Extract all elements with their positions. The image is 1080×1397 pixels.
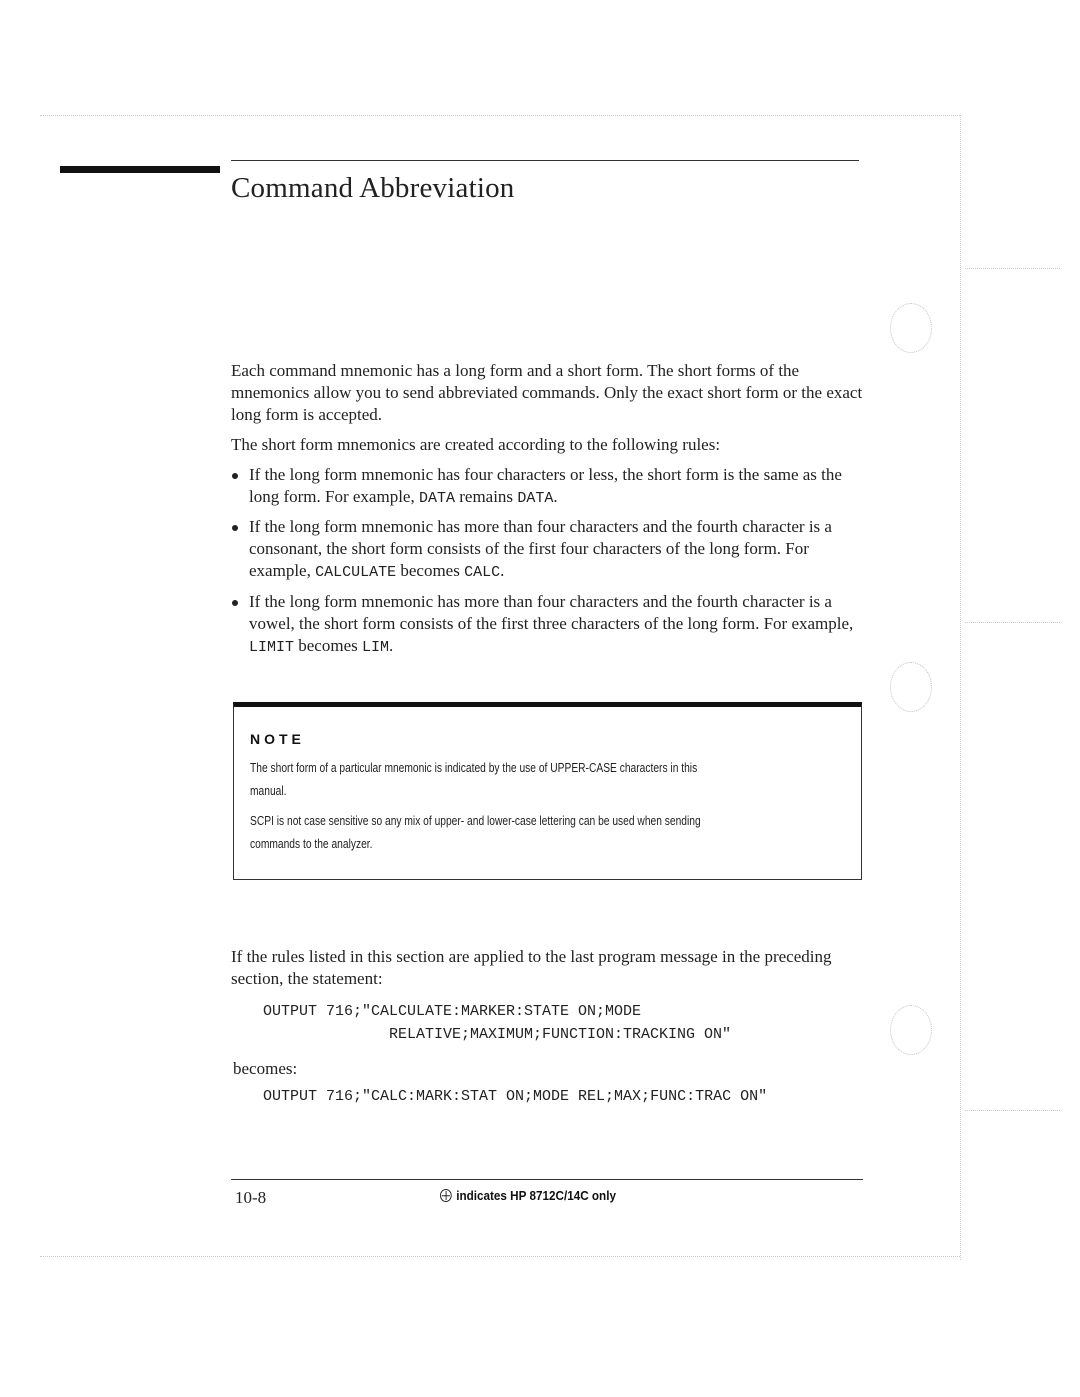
rule-text: becomes xyxy=(396,561,465,580)
scan-edge-bottom xyxy=(40,1256,960,1257)
page-title: Command Abbreviation xyxy=(231,172,515,204)
rule-text: . xyxy=(389,636,394,655)
rule-text: If the long form mnemonic has more than four characters and the fourth character is a consonant, the short form consists of the first four characters of the long form. For example, xyxy=(249,517,832,580)
bullet-dot xyxy=(232,525,238,531)
example-intro: If the rules listed in this section are applied to the last program message in the preceding section, the statement: xyxy=(231,947,832,988)
binder-hole-3 xyxy=(890,1005,932,1055)
rule-text: . xyxy=(553,487,558,506)
hp-symbol-icon xyxy=(440,1189,452,1202)
note-line: The short form of a particular mnemonic is indicated by the use of UPPER-CASE characters in this xyxy=(250,761,698,775)
note-line: SCPI is not case sensitive so any mix of upper- and lower-case lettering can be used when sending xyxy=(250,814,701,828)
rule-code: LIM xyxy=(362,639,390,656)
rule-code: DATA xyxy=(517,490,554,507)
rule-code: LIMIT xyxy=(249,639,295,656)
binder-hole-1 xyxy=(890,303,932,353)
scan-edge-right xyxy=(960,115,961,1260)
rule-text: If the long form mnemonic has more than four characters and the fourth character is a vowel, the short form consists of the first three characters of the long form. For example, xyxy=(249,592,854,633)
binder-hole-2 xyxy=(890,662,932,712)
intro-paragraph: Each command mnemonic has a long form and a short form. The short forms of the mnemonics allow you to send abbreviated commands. Only the exact short form or the exact long form is accepted. xyxy=(231,361,863,424)
rule-text: becomes xyxy=(294,636,362,655)
note-line: commands to the analyzer. xyxy=(250,837,373,851)
bullet-dot xyxy=(232,600,238,606)
title-rule xyxy=(231,160,859,161)
rule-text: If the long form mnemonic has four characters or less, the short form is the same as the long form. For example, xyxy=(249,465,842,506)
note-box xyxy=(233,702,862,880)
becomes-label: becomes: xyxy=(233,1059,298,1078)
title-bar xyxy=(60,166,220,173)
rules-intro: The short form mnemonics are created according to the following rules: xyxy=(231,435,721,454)
scan-mark-2 xyxy=(965,622,1060,623)
footer-note-text: indicates HP 8712C/14C only xyxy=(456,1188,616,1203)
rule-code: DATA xyxy=(418,490,455,507)
code-long-line2: RELATIVE;MAXIMUM;FUNCTION:TRACKING ON" xyxy=(389,1026,732,1043)
footer-note xyxy=(440,1188,616,1203)
scan-mark-1 xyxy=(965,268,1060,269)
rule-item xyxy=(249,464,863,510)
rule-text: remains xyxy=(454,487,518,506)
footer-rule xyxy=(231,1179,863,1180)
note-line: manual. xyxy=(250,784,287,798)
note-heading: NOTE xyxy=(250,731,305,747)
bullet-dot xyxy=(232,473,238,479)
code-short: OUTPUT 716;"CALC:MARK:STAT ON;MODE REL;MAX;FUNC:TRAC ON" xyxy=(263,1088,768,1105)
rule-item xyxy=(249,591,863,659)
rule-text: . xyxy=(500,561,505,580)
code-long-line1: OUTPUT 716;"CALCULATE:MARKER:STATE ON;MODE xyxy=(263,1003,642,1020)
rule-code: CALCULATE xyxy=(315,564,397,581)
rule-code: CALC xyxy=(464,564,501,581)
scan-mark-3 xyxy=(965,1110,1060,1111)
page-number: 10-8 xyxy=(235,1188,267,1207)
rule-item xyxy=(249,516,863,584)
scan-edge-top xyxy=(40,115,960,116)
